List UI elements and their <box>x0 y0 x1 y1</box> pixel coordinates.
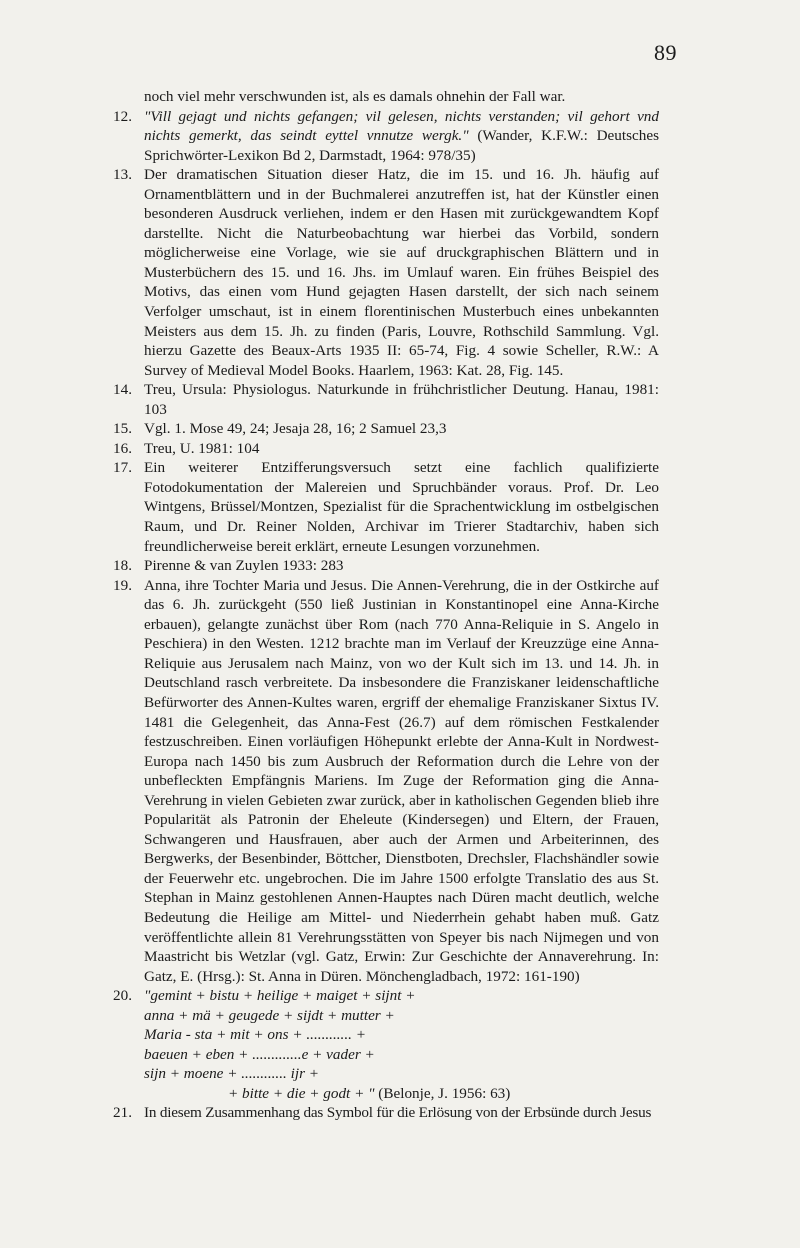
footnote-text: Ein weiterer Entzifferungsversuch setzt eine fachlich qualifizierte Fotodokumentation der Malereien und Spruchbänder voraus. Prof. Dr. Leo Wintgens, Brüssel/Montzen, Spezialist für die Sprachentwicklung im ostbelgischen Raum, und Dr. Reiner Nolden, Archivar im Trierer Stadtarchiv, haben sich freundlicherweise bereit erklärt, erneute Lesungen vorzunehmen. <box>144 459 659 555</box>
page-number: 89 <box>654 40 677 65</box>
footnote-text: Anna, ihre Tochter Maria und Jesus. Die Annen-Verehrung, die in der Ostkirche auf das 6. Jh. zurückgeht (550 ließ Justinian in Konstantinopel eine Anna-Kirche erbauen), gelangte zunächst über Rom (nach 770 Anna-Reliquie in S. Angelo in Peschiera) in den Westen. 1212 brachte man im Verlauf der Kreuzzüge eine Anna-Reliquie aus Jerusalem nach Mainz, von wo der Kult sich im 13. und 14. Jh. in Deutschland rasch verbreitete. Da insbesondere die Franziskaner leidenschaftliche Befürworter des Annen-Kultes waren, ergriff der ehemalige Franziskaner Sixtus IV. 1481 die Gelegenheit, das Anna-Fest (26.7) auf dem römischen Festkalender festzuschreiben. Einen vorläufigen Höhepunkt erlebte der Anna-Kult in Nordwest-Europa nach 1450 bis zum Ausbruch der Reformation durch die Lehre von der unbefleckten Empfängnis Mariens. Im Zuge der Reformation ging die Anna-Verehrung in vielen Gebieten zwar zurück, aber in katholischen Gegenden blieb ihre Popularität als Patronin der Eheleute (Kindersegen) und Eltern, der Frauen, Schwangeren und Hausfrauen, aber auch der Armen und Arbeiterinnen, des Bergwerks, der Besenbinder, Böttcher, Dienstboten, Drechsler, Flachshändler sowie der Feuerwehr etc. ungebrochen. Die im Jahre 1500 erfolgte Translatio des aus St. Stephan in Mainz gestohlenen Annen-Hauptes nach Düren macht deutlich, welche Bedeutung die Heilige am Mittel- und Niederrhein gehabt haben muß. Gatz veröffentlichte allein 81 Verehrungsstätten von Speyer bis nach Nijmegen und von Maastricht bis Wetzlar (vgl. Gatz, Erwin: Zur Geschichte der Annaverehrung. In: Gatz, E. (Hrsg.): St. Anna in Düren. Mönchengladbach, 1972: 161-190) <box>144 576 659 985</box>
footnote-text: (Wander, K.F.W.: Deutsches Sprichwörter-Lexikon Bd 2, Darmstadt, 1964: 978/35) <box>144 127 659 164</box>
footnote-number: 17. <box>113 459 132 477</box>
poem-citation: (Belonje, J. 1956: 63) <box>374 1084 511 1102</box>
poem-line: sijn + moene + ............ ijr + <box>144 1065 320 1083</box>
note-list <box>113 107 659 987</box>
poem-line: baeuen + eben + .............e + vader + <box>144 1045 375 1063</box>
footnote-text: Treu, U. 1981: 104 <box>144 439 260 457</box>
footnote-content <box>144 380 659 419</box>
footnote-number: 14. <box>113 381 132 399</box>
footnote-content <box>144 439 659 459</box>
footnote-number: 21. <box>113 1104 132 1122</box>
footnote-number: 12. <box>113 107 132 125</box>
footnote-number: 19. <box>113 576 132 594</box>
footnote-16 <box>113 439 659 459</box>
footnote-content <box>144 556 659 576</box>
footnote-content <box>144 458 659 556</box>
footnote-content <box>144 576 659 986</box>
footnote-21 <box>113 1103 659 1123</box>
footnote-text: Vgl. 1. Mose 49, 24; Jesaja 28, 16; 2 Samuel 23,3 <box>144 420 447 438</box>
footnote-18 <box>113 556 659 576</box>
footnotes <box>113 87 659 1123</box>
footnote-text: Der dramatischen Situation dieser Hatz, die im 15. und 16. Jh. häufig auf Ornamentblättern und in der Buchmalerei anzutreffen ist, hat der Künstler einen besonderen Ausdruck verliehen, indem er den Hasen mit zurückgewandtem Kopf darstellte. Nicht die Naturbeobachtung war hierbei das Vorbild, sondern möglicherweise eine Vorlage, wie sie auf druckgraphischen Blättern und in Musterbüchern des 15. und 16. Jhs. im Umlauf waren. Ein frühes Beispiel des Motivs, das einen vom Hund gejagten Hasen darstellt, der sich nach seinem Verfolger umschaut, ist in einem florentinischen Musterbuch eines unbekannten Meisters aus dem 15. Jh. zu finden (Paris, Louvre, Rothschild Sammlung. Vgl. hierzu Gazette des Beaux-Arts 1935 II: 65-74, Fig. 4 sowie Scheller, R.W.: A Survey of Medieval Model Books. Haarlem, 1963: Kat. 28, Fig. 145. <box>144 166 659 379</box>
footnote-13 <box>113 165 659 380</box>
footnote-12 <box>113 107 659 166</box>
footnote-text: In diesem Zusammenhang das Symbol für die Erlösung von der Erbsünde durch Jesus <box>144 1104 652 1122</box>
footnote-text: Pirenne & van Zuylen 1933: 283 <box>144 557 344 575</box>
footnote-text: Treu, Ursula: Physiologus. Naturkunde in frühchristlicher Deutung. Hanau, 1981: 103 <box>144 381 659 418</box>
footnote-number: 13. <box>113 166 132 184</box>
footnote-number: 16. <box>113 439 132 457</box>
footnote-17 <box>113 458 659 556</box>
poem-last-line <box>144 1084 659 1104</box>
quotation: "Vill gejagt und nichts gefangen; vil gelesen, nichts verstanden; vil gehort vnd nichts gemerkt, das seindt eyttel vnnutze wergk." <box>144 107 659 145</box>
continuation-text: noch viel mehr verschwunden ist, als es damals ohnehin der Fall war. <box>144 88 566 105</box>
poem-line: + bitte + die + godt + " <box>228 1084 375 1102</box>
footnote-14 <box>113 380 659 419</box>
footnote-number: 18. <box>113 557 132 575</box>
footnote-content <box>144 107 659 166</box>
footnote-15 <box>113 419 659 439</box>
footnote-number: 15. <box>113 420 132 438</box>
footnote-content <box>144 419 659 439</box>
footnote-number: 20. <box>113 987 132 1005</box>
footnote-content <box>144 165 659 380</box>
poem <box>144 986 659 1103</box>
footnote-19 <box>113 576 659 986</box>
poem-line: "gemint + bistu + heilige + maiget + sijnt + <box>144 987 416 1005</box>
poem-line: Maria - sta + mit + ons + ............ + <box>144 1026 366 1044</box>
footnote-20 <box>113 986 659 1103</box>
poem-line: anna + mä + geugede + sijdt + mutter + <box>144 1006 395 1024</box>
